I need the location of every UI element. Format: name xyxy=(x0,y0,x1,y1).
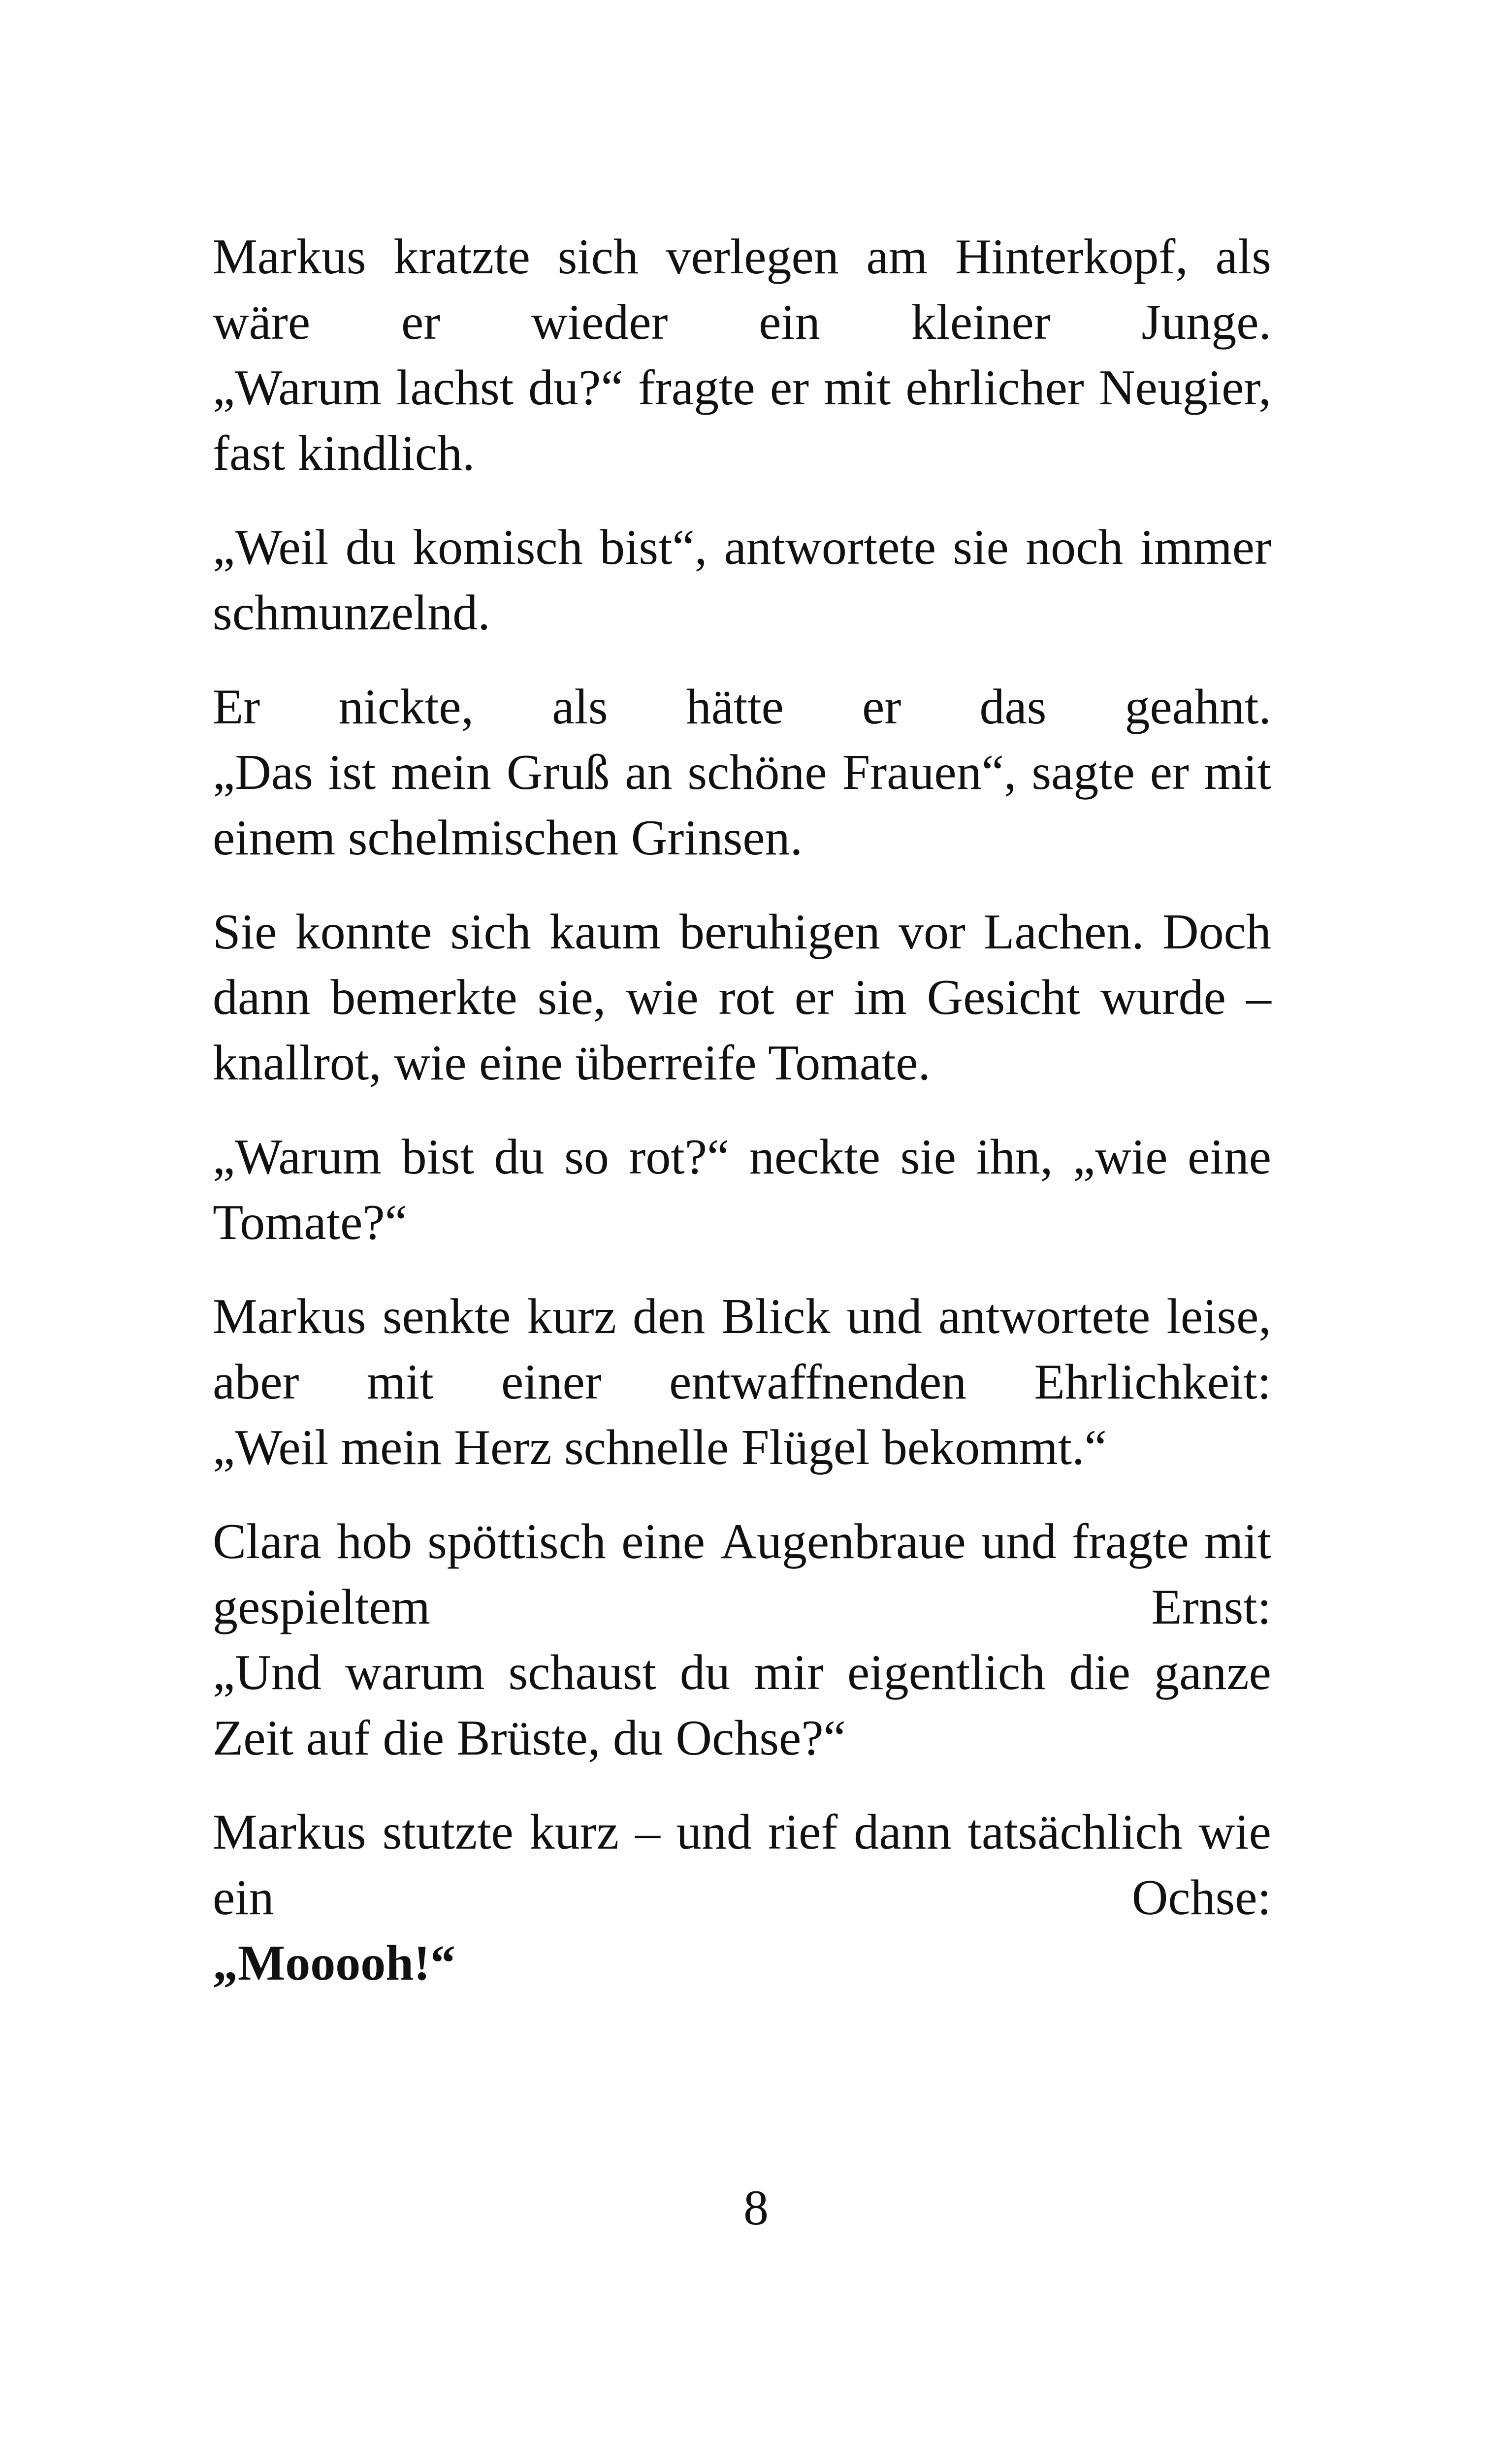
word: Frauen“, xyxy=(842,745,1017,800)
word: verlegen xyxy=(666,229,839,285)
word: schaust xyxy=(508,1645,656,1700)
page-number: 8 xyxy=(743,2180,769,2236)
text-line: Zeit auf die Brüste, du Ochse?“ xyxy=(213,1710,846,1766)
word: im xyxy=(853,970,907,1025)
word: sie xyxy=(953,520,1009,575)
text-line xyxy=(213,1640,1271,1705)
word: Er xyxy=(213,679,260,735)
word: konnte xyxy=(295,904,432,960)
text-line xyxy=(213,355,1271,421)
word: „Warum xyxy=(213,1129,382,1185)
word: Markus xyxy=(213,229,366,285)
text-line xyxy=(213,674,1271,740)
word: du xyxy=(679,1645,730,1700)
text-line: einem schelmischen Grinsen. xyxy=(213,810,803,866)
word: wie xyxy=(1198,1804,1271,1860)
word: „Das xyxy=(213,745,313,800)
word: tatsächlich xyxy=(967,1804,1183,1860)
word: eine xyxy=(621,1514,705,1569)
word: antwortete xyxy=(938,1289,1151,1344)
word: dann xyxy=(213,970,311,1025)
word: rot?“ xyxy=(629,1129,730,1185)
word: hob xyxy=(337,1514,413,1569)
word: Ochse: xyxy=(1131,1870,1271,1925)
text-line: „Weil mein Herz schnelle Flügel bekommt.“ xyxy=(213,1420,1107,1475)
word: senkte xyxy=(382,1289,511,1344)
text-line xyxy=(213,965,1271,1030)
word: Blick xyxy=(721,1289,831,1344)
word: Sie xyxy=(213,904,277,960)
word: er xyxy=(401,294,441,350)
word: Augenbraue xyxy=(720,1514,966,1569)
text-line xyxy=(213,1799,1271,1865)
body-text xyxy=(213,224,1271,2024)
word: Doch xyxy=(1162,904,1271,960)
word: gespieltem xyxy=(213,1579,430,1635)
word: er xyxy=(862,679,901,735)
word: ein xyxy=(213,1870,274,1925)
word: immer xyxy=(1140,520,1271,575)
paragraph xyxy=(213,1799,1271,1996)
word: stutzte xyxy=(382,1804,514,1860)
word: Gesicht xyxy=(927,970,1081,1025)
word: bist“, xyxy=(600,520,708,575)
paragraph xyxy=(213,674,1271,871)
word: antwortete xyxy=(724,520,936,575)
word: fragte xyxy=(1071,1514,1189,1569)
word: „Warum xyxy=(213,360,382,416)
word: kratzte xyxy=(393,229,530,285)
word: Lachen. xyxy=(984,904,1144,960)
word: das xyxy=(979,679,1047,735)
word: mit xyxy=(824,360,891,416)
paragraph xyxy=(213,899,1271,1096)
word: mir xyxy=(754,1645,824,1700)
word: an xyxy=(625,745,673,800)
paragraph xyxy=(213,515,1271,646)
text-line xyxy=(213,1284,1271,1349)
word: dann xyxy=(854,1804,952,1860)
word: sich xyxy=(450,904,531,960)
word: kurz xyxy=(527,1289,616,1344)
word: sie xyxy=(900,1129,956,1185)
word: Markus xyxy=(213,1804,366,1860)
word: wurde xyxy=(1100,970,1226,1025)
word: aber xyxy=(213,1354,299,1410)
word: bist xyxy=(401,1129,474,1185)
word: sie, xyxy=(537,970,606,1025)
word: er xyxy=(770,360,809,416)
word: eine xyxy=(1188,1129,1271,1185)
word: Ernst: xyxy=(1151,1579,1271,1635)
word: leise, xyxy=(1166,1289,1271,1344)
word: du?“ xyxy=(528,360,623,416)
word: Ehrlichkeit: xyxy=(1034,1354,1271,1410)
word: er xyxy=(1150,745,1189,800)
word: als xyxy=(552,679,608,735)
word: einer xyxy=(501,1354,602,1410)
paragraph xyxy=(213,1124,1271,1255)
word: schöne xyxy=(687,745,827,800)
text-line: Tomate?“ xyxy=(213,1195,407,1250)
text-line xyxy=(213,740,1271,805)
text-line xyxy=(213,290,1271,355)
word: „wie xyxy=(1072,1129,1168,1185)
word: geahnt. xyxy=(1125,679,1271,735)
word: rief xyxy=(768,1804,838,1860)
word: neckte xyxy=(749,1129,881,1185)
text-line xyxy=(213,515,1271,580)
text-line xyxy=(213,224,1271,290)
word: Clara xyxy=(213,1514,322,1569)
word: kleiner xyxy=(911,294,1051,350)
text-line: schmunzelnd. xyxy=(213,585,490,641)
word: und xyxy=(981,1514,1057,1569)
word: lachst xyxy=(396,360,514,416)
word: er xyxy=(794,970,834,1025)
text-line xyxy=(213,1349,1271,1415)
text-line: knallrot, wie eine überreife Tomate. xyxy=(213,1035,931,1091)
word: nickte, xyxy=(338,679,474,735)
word: wäre xyxy=(213,294,311,350)
word: Neugier, xyxy=(1098,360,1271,416)
word: sagte xyxy=(1031,745,1135,800)
word: kurz xyxy=(529,1804,619,1860)
word: komisch xyxy=(413,520,583,575)
paragraph xyxy=(213,224,1271,486)
text-line xyxy=(213,1509,1271,1574)
word: die xyxy=(1069,1645,1130,1700)
word: Junge. xyxy=(1141,294,1271,350)
word: Hinterkopf, xyxy=(955,229,1188,285)
word: eigentlich xyxy=(847,1645,1046,1700)
word: wieder xyxy=(531,294,668,350)
word: mit xyxy=(1204,745,1271,800)
text-line xyxy=(213,1574,1271,1640)
word: als xyxy=(1215,229,1271,285)
word: hätte xyxy=(686,679,784,735)
word: und xyxy=(846,1289,922,1344)
text-line xyxy=(213,1865,1271,1930)
text-line: fast kindlich. xyxy=(213,425,475,481)
word: ehrlicher xyxy=(905,360,1084,416)
word: mit xyxy=(1204,1514,1271,1569)
word: Markus xyxy=(213,1289,366,1344)
word: ganze xyxy=(1154,1645,1271,1700)
word: bemerkte xyxy=(330,970,517,1025)
text-line xyxy=(213,899,1271,965)
word: den xyxy=(633,1289,706,1344)
word: am xyxy=(866,229,928,285)
word: entwaffnenden xyxy=(669,1354,967,1410)
word: – xyxy=(1246,970,1271,1025)
word: noch xyxy=(1026,520,1124,575)
word: mein xyxy=(390,745,491,800)
word: mit xyxy=(366,1354,434,1410)
emphasis-line: „Mooooh!“ xyxy=(213,1935,455,1991)
word: und xyxy=(676,1804,752,1860)
word: wie xyxy=(626,970,699,1025)
word: beruhigen xyxy=(679,904,880,960)
word: fragte xyxy=(638,360,755,416)
word: „Weil xyxy=(213,520,329,575)
word: ihn, xyxy=(976,1129,1053,1185)
word: Gruß xyxy=(506,745,610,800)
word: kaum xyxy=(549,904,661,960)
word: „Und xyxy=(213,1645,322,1700)
word: vor xyxy=(898,904,965,960)
text-line xyxy=(213,1124,1271,1190)
paragraph xyxy=(213,1284,1271,1480)
word: sich xyxy=(557,229,639,285)
word: warum xyxy=(345,1645,485,1700)
paragraph xyxy=(213,1509,1271,1771)
word: du xyxy=(494,1129,545,1185)
word: spöttisch xyxy=(427,1514,606,1569)
word: ist xyxy=(328,745,376,800)
word: so xyxy=(564,1129,609,1185)
word: du xyxy=(345,520,396,575)
word: – xyxy=(635,1804,660,1860)
word: rot xyxy=(718,970,774,1025)
word: ein xyxy=(759,294,820,350)
